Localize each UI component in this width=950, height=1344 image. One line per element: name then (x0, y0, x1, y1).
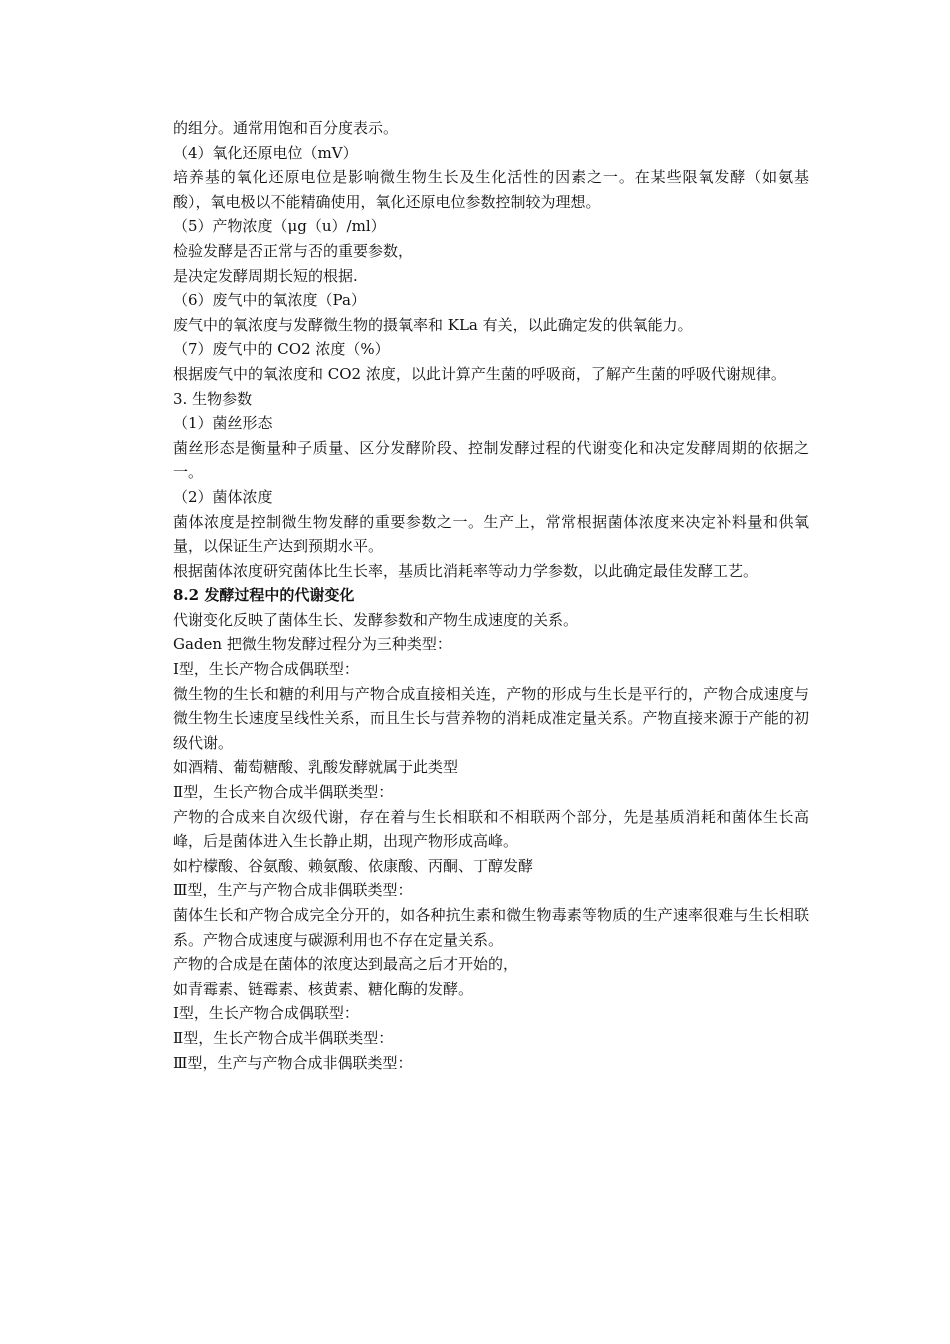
type-heading: Ⅲ型，生产与产物合成非偶联类型： (173, 1053, 413, 1072)
section-heading: （2）菌体浓度 (173, 487, 273, 506)
paragraph: 检验发酵是否正常与否的重要参数， (173, 241, 414, 260)
paragraph: 如柠檬酸、谷氨酸、赖氨酸、依康酸、丙酮、丁醇发酵 (173, 856, 534, 875)
paragraph: 菌体生长和产物合成完全分开的，如各种抗生素和微生物毒素等物质的生产速率很难与生长相联系。产物合成速度与碳源利用也不存在定量关系。 (173, 906, 809, 949)
paragraph: 菌丝形态是衡量种子质量、区分发酵阶段、控制发酵过程的代谢变化和决定发酵周期的依据之一。 (173, 438, 809, 482)
type-heading: Ⅰ型，生长产物合成偶联型： (173, 1004, 359, 1023)
paragraph: 代谢变化反映了菌体生长、发酵参数和产物生成速度的关系。 (173, 610, 579, 629)
paragraph: Gaden 把微生物发酵过程分为三种类型： (173, 635, 452, 654)
chapter-heading: 8.2 发酵过程中的代谢变化 (173, 586, 355, 605)
paragraph: 的组分。通常用饱和百分度表示。 (173, 119, 399, 137)
paragraph: 是决定发酵周期长短的根据. (173, 266, 358, 285)
paragraph: 根据废气中的氧浓度和 CO2 浓度，以此计算产生菌的呼吸商，了解产生菌的呼吸代谢规律。 (173, 364, 786, 383)
type-heading: Ⅰ型，生长产物合成偶联型： (173, 660, 359, 679)
paragraph: 培养基的氧化还原电位是影响微生物生长及生化活性的因素之一。在某些限氧发酵（如氨基酸），氧电极以不能精确使用，氧化还原电位参数控制较为理想。 (173, 168, 809, 211)
section-heading: （1）菌丝形态 (173, 414, 273, 433)
section-heading: 3. 生物参数 (173, 389, 253, 408)
section-heading: （5）产物浓度（μg（u）/ml） (173, 217, 386, 236)
paragraph: 微生物的生长和糖的利用与产物合成直接相关连，产物的形成与生长是平行的，产物合成速度与微生物生长速度呈线性关系，而且生长与营养物的消耗成准定量关系。产物直接来源于产能的初级代谢。 (173, 684, 809, 752)
paragraph: 如酒精、葡萄糖酸、乳酸发酵就属于此类型 (173, 758, 459, 777)
paragraph: 产物的合成来自次级代谢，存在着与生长相联和不相联两个部分，先是基质消耗和菌体生长高峰，后是菌体进入生长静止期，出现产物形成高峰。 (173, 807, 809, 851)
section-heading: （7）废气中的 CO2 浓度（%） (173, 340, 390, 359)
type-heading: Ⅲ型，生产与产物合成非偶联类型： (173, 881, 413, 900)
paragraph: 菌体浓度是控制微生物发酵的重要参数之一。生产上，常常根据菌体浓度来决定补料量和供氧量，以保证生产达到预期水平。 (173, 512, 809, 556)
paragraph: 产物的合成是在菌体的浓度达到最高之后才开始的， (173, 955, 519, 974)
document-body (173, 116, 809, 1075)
paragraph: 如青霉素、链霉素、核黄素、糖化酶的发酵。 (173, 979, 474, 998)
paragraph: 根据菌体浓度研究菌体比生长率，基质比消耗率等动力学参数，以此确定最佳发酵工艺。 (173, 561, 759, 580)
type-heading: Ⅱ型，生长产物合成半偶联类型： (173, 1028, 394, 1047)
section-heading: （4）氧化还原电位（mV） (173, 143, 358, 162)
type-heading: Ⅱ型，生长产物合成半偶联类型： (173, 783, 394, 802)
section-heading: （6）废气中的氧浓度（Pa） (173, 291, 366, 310)
paragraph: 废气中的氧浓度与发酵微生物的摄氧率和 KLa 有关，以此确定发的供氧能力。 (173, 315, 693, 334)
